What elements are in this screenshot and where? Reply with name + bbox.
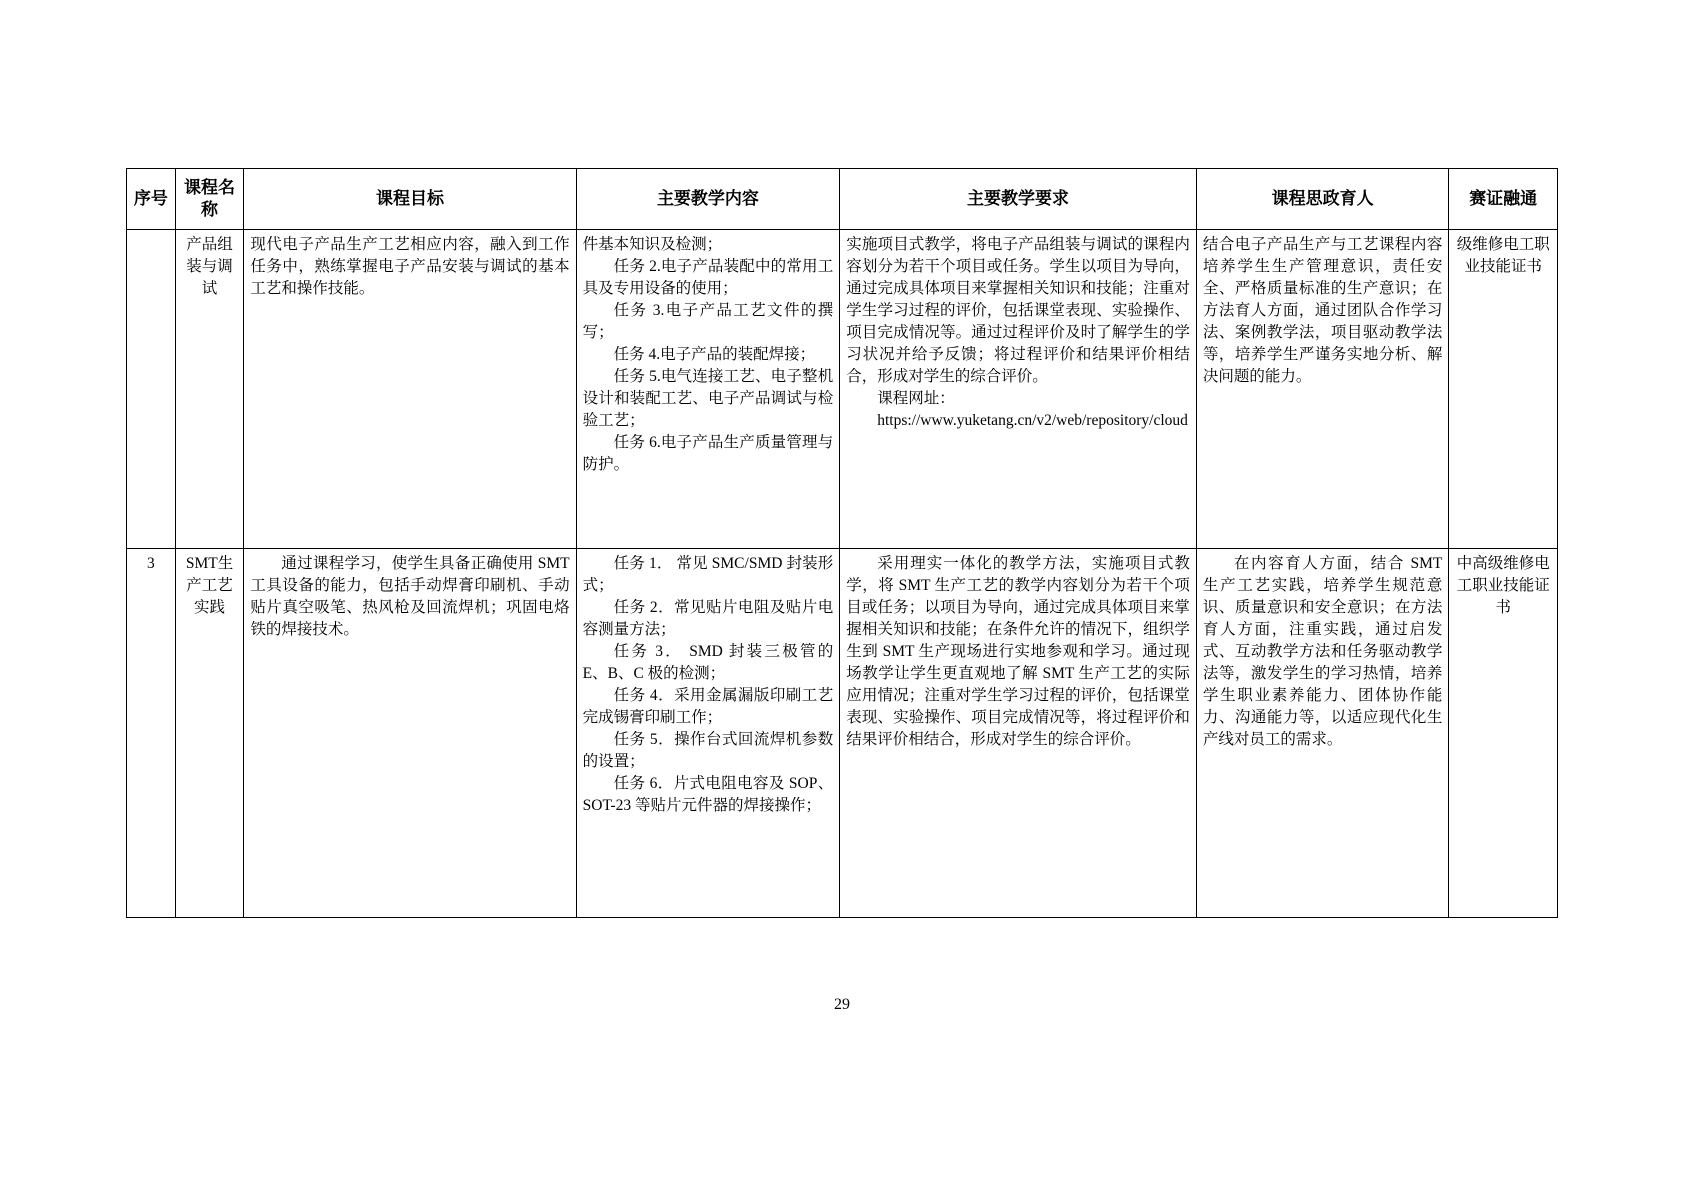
goal-text: 通过课程学习，使学生具备正确使用 SMT 工具设备的能力，包括手动焊膏印刷机、手动贴片真空吸笔、热风枪及回流焊机；巩固电烙铁的焊接技术。 bbox=[250, 555, 570, 639]
content-line: 任务 5．操作台式回流焊机参数的设置； bbox=[582, 731, 834, 771]
ideology-text: 在内容育人方面，结合 SMT 生产工艺实践，培养学生规范意识、质量意识和安全意识；在方法育人方面，注重实践，通过启发式、互动教学方法和任务驱动教学法等，激发学生的学习热情，培养学生职业素养能力、团体协作能力、沟通能力等，以适应现代化生产线对员工的需求。 bbox=[1202, 555, 1443, 749]
content-line: 件基本知识及检测； bbox=[582, 236, 723, 254]
table-header-row bbox=[127, 169, 1558, 230]
cell-main-requirement bbox=[840, 230, 1197, 549]
requirement-url-label: 课程网址： bbox=[877, 390, 955, 408]
cell-main-requirement bbox=[840, 549, 1197, 918]
header-cert: 赛证融通 bbox=[1449, 169, 1558, 230]
cell-course-name: SMT生产工艺实践 bbox=[175, 549, 244, 918]
cell-ideology bbox=[1196, 230, 1449, 549]
content-line: 任务 3.电子产品工艺文件的撰写； bbox=[582, 302, 834, 342]
cell-main-content bbox=[576, 549, 840, 918]
header-course-name: 课程名称 bbox=[175, 169, 244, 230]
content-line: 任务 1． 常见 SMC/SMD 封装形式； bbox=[582, 555, 834, 595]
cell-seq: 3 bbox=[127, 549, 176, 918]
cell-cert: 中高级维修电工职业技能证书 bbox=[1449, 549, 1558, 918]
goal-text: 现代电子产品生产工艺相应内容，融入到工作任务中，熟练掌握电子产品安装与调试的基本工艺和操作技能。 bbox=[250, 236, 570, 298]
ideology-text: 结合电子产品生产与工艺课程内容培养学生生产管理意识，责任安全、严格质量标准的生产意识；在方法育人方面，通过团队合作学习法、案例教学法，项目驱动教学法等，培养学生严谨务实地分析、解决问题的能力。 bbox=[1202, 236, 1443, 386]
course-table bbox=[126, 168, 1558, 918]
header-main-content: 主要教学内容 bbox=[576, 169, 840, 230]
content-line: 任务 2.电子产品装配中的常用工具及专用设备的使用； bbox=[582, 258, 834, 298]
cell-cert: 级维修电工职业技能证书 bbox=[1449, 230, 1558, 549]
header-seq: 序号 bbox=[127, 169, 176, 230]
content-line: 任务 4.电子产品的装配焊接； bbox=[613, 346, 816, 364]
header-main-requirement: 主要教学要求 bbox=[840, 169, 1197, 230]
cell-course-goal bbox=[244, 549, 576, 918]
requirement-text: 采用理实一体化的教学方法，实施项目式教学，将 SMT 生产工艺的教学内容划分为若干个项目或任务；以项目为导向，通过完成具体项目来掌握相关知识和技能；在条件允许的情况下，组织学生到 SMT 生产现场进行实地参观和学习。通过现场教学让学生更直观地了解 SMT 生产工艺的实际应用情况；注重对学生学习过程的评价，包括课堂表现、实验操作、项目完成情况等，将过程评价和结果评价相结合，形成对学生的综合评价。 bbox=[846, 555, 1190, 749]
requirement-url: https://www.yuketang.cn/v2/web/repository/cloud bbox=[877, 412, 1188, 430]
table-row bbox=[127, 549, 1558, 918]
content-line: 任务 4．采用金属漏版印刷工艺完成锡膏印刷工作； bbox=[582, 687, 834, 727]
cell-course-goal bbox=[244, 230, 576, 549]
content-line: 任务 2．常见贴片电阻及贴片电容测量方法； bbox=[582, 599, 834, 639]
requirement-text: 实施项目式教学，将电子产品组装与调试的课程内容划分为若干个项目或任务。学生以项目为导向，通过完成具体项目来掌握相关知识和技能；注重对学生学习过程的评价，包括课堂表现、实验操作、项目完成情况等。通过过程评价及时了解学生的学习状况并给予反馈；将过程评价和结果评价相结合，形成对学生的综合评价。 bbox=[846, 236, 1190, 386]
page-number: 29 bbox=[834, 996, 850, 1013]
cell-seq bbox=[127, 230, 176, 549]
cell-main-content bbox=[576, 230, 840, 549]
header-ideology: 课程思政育人 bbox=[1196, 169, 1449, 230]
content-line: 任务 6.电子产品生产质量管理与防护。 bbox=[582, 434, 834, 474]
content-line: 任务 5.电气连接工艺、电子整机设计和装配工艺、电子产品调试与检验工艺； bbox=[582, 368, 834, 430]
header-course-goal: 课程目标 bbox=[244, 169, 576, 230]
cell-course-name: 产品组装与调试 bbox=[175, 230, 244, 549]
content-line: 任务 6．片式电阻电容及 SOP、SOT-23 等贴片元件器的焊接操作； bbox=[582, 775, 834, 815]
table-row bbox=[127, 230, 1558, 549]
content-line: 任务 3． SMD 封装三极管的 E、B、C 极的检测； bbox=[582, 643, 834, 683]
cell-ideology bbox=[1196, 549, 1449, 918]
